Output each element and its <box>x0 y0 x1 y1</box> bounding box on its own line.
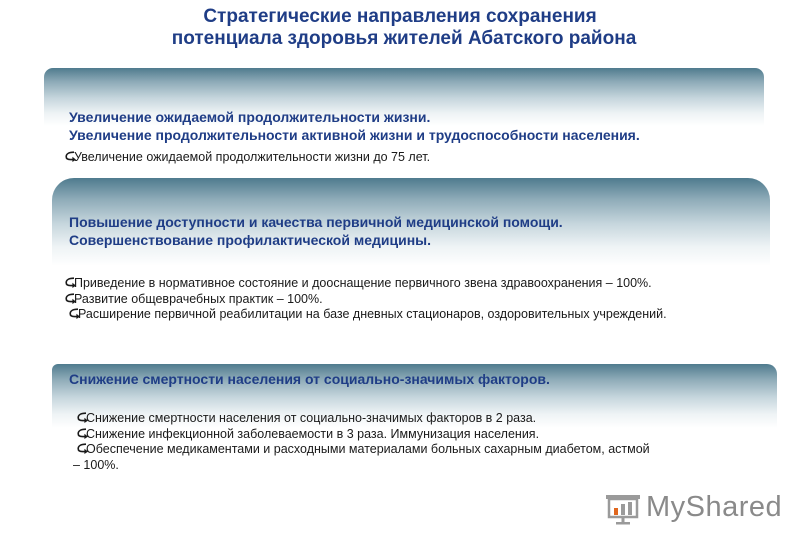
page-title-line-2: потенциала здоровья жителей Абатского района <box>171 28 637 49</box>
section-2-heading <box>69 213 563 249</box>
list-item: Снижение смертности населения от социально-значимых факторов в 2 раза. <box>76 411 650 427</box>
section-2-heading-line-1: Повышение доступности и качества первичной медицинской помощи. <box>69 214 563 230</box>
section-2-heading-line-2: Совершенствование профилактической медицины. <box>69 232 431 248</box>
section-3-heading-line-1: Снижение смертности населения от социально-значимых факторов. <box>69 371 550 387</box>
section-1-bullet-list <box>64 150 430 166</box>
list-item: Расширение первичной реабилитации на базе дневных стационаров, оздоровительных учреждений. <box>68 307 667 323</box>
page-title <box>0 6 800 50</box>
list-item-continuation: – 100%. <box>73 457 119 472</box>
list-item: Обеспечение медикаментами и расходными материалами больных сахарным диабетом, астмой <box>76 442 650 458</box>
section-1-heading <box>69 108 640 144</box>
presentation-chart-icon <box>604 489 642 527</box>
watermark-logo <box>604 489 783 527</box>
watermark-text: MyShared <box>646 491 783 523</box>
section-1-heading-line-1: Увеличение ожидаемой продолжительности жизни. <box>69 109 431 125</box>
section-1-heading-line-2: Увеличение продолжительности активной жизни и трудоспособности населения. <box>69 127 640 143</box>
page-title-line-1: Стратегические направления сохранения <box>203 6 597 27</box>
list-item: Приведение в нормативное состояние и дооснащение первичного звена здравоохранения – 100%. <box>64 276 667 292</box>
section-3-heading <box>69 370 550 388</box>
list-item: Снижение инфекционной заболеваемости в 3 раза. Иммунизация населения. <box>76 427 650 443</box>
list-item: Увеличение ожидаемой продолжительности жизни до 75 лет. <box>64 150 430 166</box>
list-item: Развитие общеврачебных практик – 100%. <box>64 292 667 308</box>
section-3-bullet-list <box>73 411 650 473</box>
section-2-bullet-list <box>64 276 667 323</box>
